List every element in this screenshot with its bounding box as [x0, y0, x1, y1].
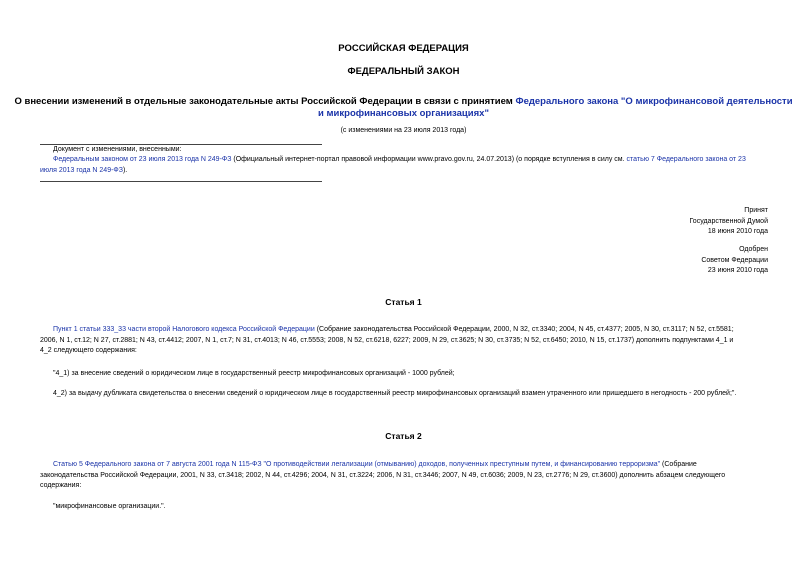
changes-details	[40, 155, 770, 176]
approved-label: Одобрен	[739, 246, 768, 253]
accepted-label: Принят	[744, 207, 768, 214]
adoption-council	[568, 245, 768, 277]
adoption-duma	[568, 206, 768, 238]
changes-line1: Документ с изменениями, внесенными:	[53, 146, 182, 153]
document-title	[0, 96, 807, 119]
aml-law-link[interactable]: Статью 5 Федерального закона от 7 августа 2001 года N 115-ФЗ "О противодействии легализации (отмыванию) доходов, полученных преступным путем, и финансированию терроризма"	[53, 461, 661, 468]
duma-label: Государственной Думой	[689, 217, 768, 225]
council-label: Советом Федерации	[701, 256, 768, 264]
document-title-prefix: О внесении изменений в отдельные законодательные акты Российской Федерации в связи с принятием	[14, 96, 516, 107]
changes-text-1: (Официальный интернет-портал правовой информации www.pravo.gov.ru, 24.07.2013) (о порядке вступления в силу см.	[231, 156, 627, 163]
title-law-link-cont[interactable]: и микрофинансовых организациях"	[318, 107, 489, 119]
article2-text-b: законодательства Российской Федерации, 2001, N 33, ст.3418; 2002, N 44, ст.4296; 2004, N 31, ст.3224; 2006, N 31, ст.3446; 2007, N 49, ст.6036; 2009, N 23, ст.2776; N 29, ст.3600) дополнить абзацем следующего	[40, 471, 726, 479]
title-law-link[interactable]: Федерального закона "О микрофинансовой деятельности	[515, 96, 793, 107]
article2-text-a: (Собрание	[660, 461, 697, 468]
tax-code-link[interactable]: Пункт 1 статьи 333_33 части второй Налогового кодекса Российской Федерации	[53, 326, 315, 333]
article1-text-b: 2006, N 1, ст.12; N 27, ст.2881; N 43, ст.4412; 2007, N 1, ст.7; N 31, ст.4013; N 46, ст.5553; 2008, N 52, ст.6218, 6227; 2009, N 29, ст.3625; N 30, ст.3735; N 52, ст.6450; 2010, N 15, ст.1737) дополнить подпунктами 4_1 и	[40, 336, 734, 344]
changes-text-2: ).	[122, 166, 128, 174]
article1-text-a: (Собрание законодательства Российской Федерации, 2000, N 32, ст.3340; 2004, N 45, ст.4377; 2005, N 30, ст.3117; N 52, ст.5581;	[314, 326, 734, 333]
article1-paragraph	[40, 325, 768, 357]
article1-sub2: 4_2) за выдачу дубликата свидетельства о внесении сведений о юридическом лице в государственный реестр микрофинансовых организаций взамен утраченного или пришедшего в негодность - 200 рублей;".	[53, 390, 737, 397]
article2-heading: Статья 2	[385, 431, 422, 441]
amending-law-link[interactable]: Федеральным законом от 23 июля 2013 года N 249-ФЗ	[53, 156, 232, 163]
duma-date: 18 июня 2010 года	[707, 228, 768, 235]
amended-note: (с изменениями на 23 июля 2013 года)	[340, 127, 467, 134]
article1-sub1: "4_1) за внесение сведений о юридическом лице в государственный реестр микрофинансовых организаций - 1000 рублей;	[53, 370, 455, 377]
changes-bottom-divider	[40, 181, 322, 182]
council-date: 23 июня 2010 года	[707, 267, 768, 274]
article1-text-c: 4_2 следующего содержания:	[40, 347, 137, 354]
article1-heading: Статья 1	[385, 297, 422, 307]
article7-link-cont[interactable]: июля 2013 года N 249-ФЗ	[40, 166, 123, 174]
article2-paragraph	[40, 460, 770, 492]
country-heading: РОССИЙСКАЯ ФЕДЕРАЦИЯ	[338, 43, 469, 54]
article2-text-c: содержания:	[40, 482, 82, 489]
article2-quote: "микрофинансовые организации.".	[53, 503, 166, 510]
doc-type-heading: ФЕДЕРАЛЬНЫЙ ЗАКОН	[347, 66, 460, 77]
article7-link[interactable]: статью 7 Федерального закона от 23	[626, 156, 746, 163]
